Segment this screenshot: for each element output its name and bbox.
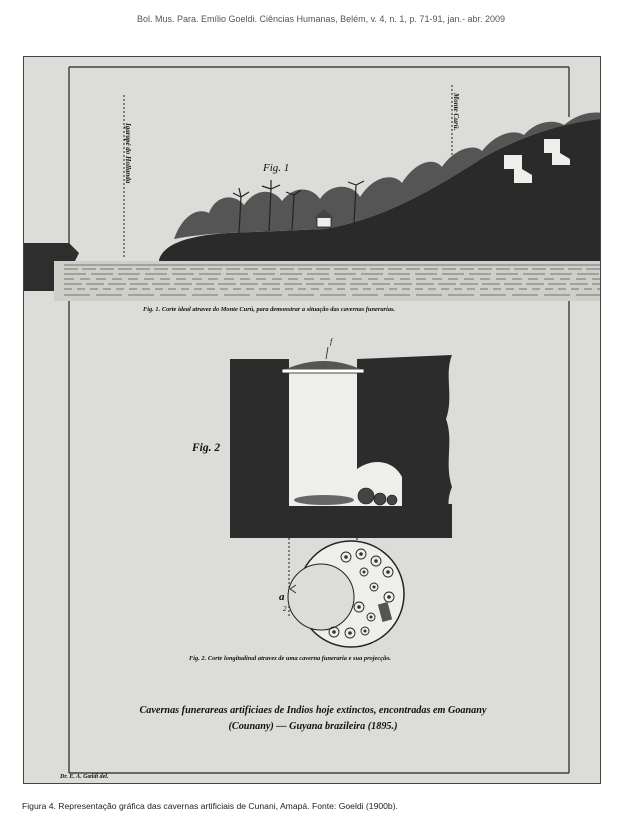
shaft-lid [282, 369, 364, 373]
igarape-label: Igarapé do Hollanda [124, 123, 132, 184]
fig1-label: Fig. 1 [263, 162, 290, 174]
burial-floor-deposit [294, 495, 354, 505]
fig2-marker-2: 2 [283, 605, 287, 613]
figure-caption: Figura 4. Representação gráfica das cavernas artificiais de Cunani, Amapá. Fonte: Goeldi (1900b). [22, 801, 398, 811]
soil-mound [286, 361, 360, 369]
illustration-plate [23, 56, 601, 784]
plate-title-line2: (Counany) — Guyana brazileira (1895.) [228, 721, 398, 732]
fig2-caption: Fig. 2. Corte longitudinal atravez de uma caverna funeraria e sua projecção. [189, 655, 392, 662]
plan-shaft-circle [288, 564, 354, 630]
plate-title-line1: Cavernas funerareas artificiaes de Indios hoje extinctos, encontradas em Goanany [139, 705, 487, 716]
fig2-label: Fig. 2 [192, 442, 221, 454]
soil-left-block [230, 359, 289, 513]
fig1-caption: Fig. 1. Corte ideal atravez do Monte Curú, para demonstrar a situação das cavernas funerarias. [143, 306, 396, 313]
plate-drawing [24, 57, 601, 784]
monte-curu-label: Monte Curú. [452, 93, 460, 131]
artist-signature: Dr. E. A. Gœldi del. [60, 774, 109, 780]
soil-bottom-block [230, 504, 452, 538]
fig2-marker-a: a [279, 591, 285, 603]
journal-citation-header: Bol. Mus. Para. Emílio Goeldi. Ciências Humanas, Belém, v. 4, n. 1, p. 71-91, jan.- abr. 2009 [136, 14, 505, 24]
burial-shaft [289, 371, 357, 506]
fig2-marker-f: f [330, 337, 333, 346]
